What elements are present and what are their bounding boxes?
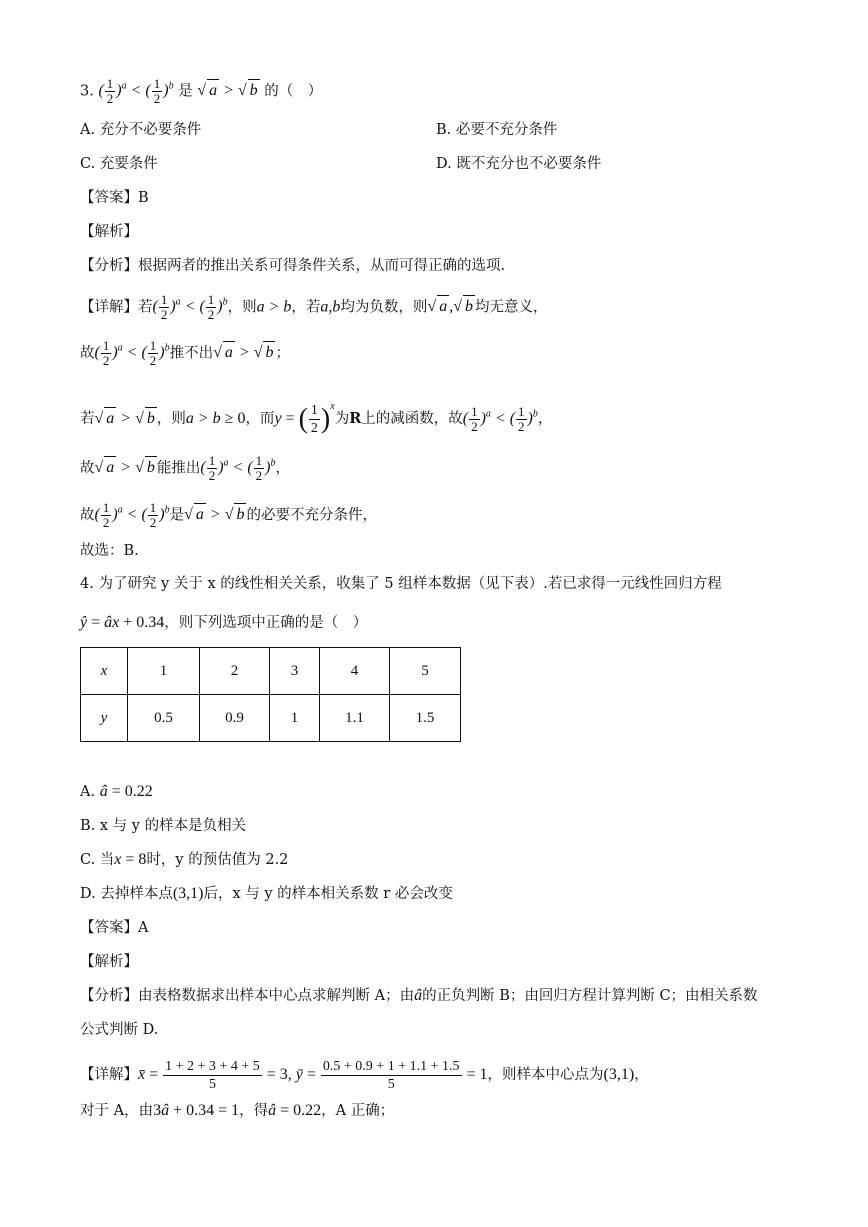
q4-text: 后，x 与 y 的样本相关系数 r 必会改变 bbox=[203, 886, 453, 902]
table-cell: 0.5 bbox=[128, 695, 200, 742]
table-row bbox=[81, 648, 461, 695]
q4-option-b: B. x 与 y 的样本是负相关 bbox=[80, 818, 247, 834]
q4-detail bbox=[80, 1058, 649, 1093]
q3-text: ，则 bbox=[227, 299, 257, 316]
q3-text: R bbox=[349, 410, 362, 427]
q3-text: 若 bbox=[80, 411, 95, 427]
q4-text: 【详解】 bbox=[80, 1067, 138, 1084]
q4-text: 时，y 的预估值为 2.2 bbox=[146, 852, 289, 868]
q3-option-a: A. 充分不必要条件 bbox=[80, 122, 202, 138]
table-cell: 5 bbox=[390, 648, 461, 695]
q3-math: ( $\frac{1}{2}$ )$^a$ < ( $\frac{1}{2}$ )$^b$ bbox=[94, 338, 170, 369]
q4-line2 bbox=[80, 612, 367, 634]
q4-text: ，则下列选项中正确的是（ ） bbox=[164, 615, 368, 631]
q4-fenxi-1 bbox=[80, 985, 758, 1007]
q3-detail-4 bbox=[80, 453, 290, 483]
table-cell: x bbox=[81, 648, 128, 695]
q4-option-d bbox=[80, 883, 453, 905]
table-cell: 4 bbox=[320, 648, 390, 695]
q3-math: a > b bbox=[256, 298, 292, 316]
q3-text: 故 bbox=[80, 345, 95, 362]
q3-analysis-label: 【解析】 bbox=[80, 224, 138, 240]
q4-last-line bbox=[80, 1100, 394, 1122]
q4-fenxi-2: 公式判断 D. bbox=[80, 1022, 159, 1038]
q3-text: ， bbox=[275, 460, 290, 477]
q4-text: ，则样本中心点为 bbox=[487, 1067, 604, 1084]
table-cell: 1 bbox=[270, 695, 320, 742]
q3-detail-2 bbox=[80, 338, 290, 368]
table-cell: 3 bbox=[270, 648, 320, 695]
table-cell: 1.1 bbox=[320, 695, 390, 742]
q4-text: C. 当 bbox=[80, 852, 115, 868]
q3-text: ， bbox=[537, 411, 553, 427]
q4-math: â = 0.22 bbox=[268, 1102, 322, 1119]
q3-text: 上的减函数，故 bbox=[361, 411, 463, 427]
q4-answer: 【答案】A bbox=[80, 920, 149, 936]
q4-math: (3,1) bbox=[603, 1066, 635, 1084]
q3-fenxi: 【分析】根据两者的推出关系可得条件关系，从而可得正确的选项. bbox=[80, 258, 506, 274]
q3-math: √ a > √ b bbox=[213, 344, 275, 361]
table-cell: 1 bbox=[128, 648, 200, 695]
q3-math: √ a > √ b bbox=[95, 410, 157, 427]
q3-sqrt-math: √ a > √ b bbox=[197, 82, 259, 99]
q4-math: â = 0.22 bbox=[99, 783, 153, 800]
q4-text: 【分析】由表格数据求出样本中心点求解判断 A；由 bbox=[80, 988, 415, 1004]
q4-text: ，得 bbox=[239, 1103, 269, 1119]
table-cell: 1.5 bbox=[390, 695, 461, 742]
q4-option-a bbox=[80, 781, 153, 803]
q4-math: x̄ = $\frac{1 + 2 + 3 + 4 + 5}{5}$ = 3, ȳ = $\frac{0.5 + 0.9 + 1 + 1.1 + 1.5}{5}$ = 1 bbox=[138, 1059, 488, 1092]
q3-math: a > b ≥ 0 bbox=[185, 410, 246, 427]
q3-math: √ a ,√ b bbox=[427, 298, 475, 315]
q3-math: √ a > √ b bbox=[95, 459, 157, 476]
q3-text: 均为负数，则 bbox=[340, 299, 428, 316]
q4-analysis-label: 【解析】 bbox=[80, 954, 138, 970]
q3-option-b: B. 必要不充分条件 bbox=[436, 122, 558, 138]
q3-detail-label: 【详解】若 bbox=[80, 299, 153, 316]
q4-text: ， bbox=[634, 1067, 649, 1084]
q4-math: â bbox=[414, 987, 423, 1004]
q4-text: D. 去掉样本点 bbox=[80, 886, 173, 902]
table-cell: 0.9 bbox=[200, 695, 270, 742]
q3-text: 为 bbox=[334, 411, 350, 427]
q3-choose: 故选：B. bbox=[80, 543, 139, 559]
q3-math: ( $\frac{1}{2}$ )$^a$ < ( $\frac{1}{2}$ )$^b$ bbox=[200, 453, 276, 484]
q4-text: ，A 正确； bbox=[321, 1103, 395, 1119]
q4-text: 的正负判断 B；由回归方程计算判断 C；由相关系数 bbox=[422, 988, 758, 1004]
q3-condition-math: ( $\frac{1}{2}$ )$^a$ < ( $\frac{1}{2}$ )$^b$ bbox=[98, 76, 174, 107]
q3-math: ( $\frac{1}{2}$ )$^a$ < ( $\frac{1}{2}$ )$^b$ bbox=[462, 403, 538, 434]
table-row bbox=[81, 695, 461, 742]
q4-math: (3,1) bbox=[172, 885, 204, 902]
q4-math: x = 8 bbox=[114, 851, 147, 868]
q3-text: 均无意义， bbox=[474, 299, 548, 316]
q4-text: A. bbox=[80, 784, 96, 800]
q4-math: ŷ = âx + 0.34 bbox=[80, 614, 165, 631]
q3-text: ，而 bbox=[245, 411, 275, 427]
q3-option-d: D. 既不充分也不必要条件 bbox=[436, 156, 602, 172]
q3-text: 是 bbox=[169, 507, 185, 524]
q3-math: √ a > √ b bbox=[184, 506, 246, 523]
q3-math: y = ( $\frac{1}{2}$ )$^x$ bbox=[274, 401, 335, 436]
table-cell: 2 bbox=[200, 648, 270, 695]
q3-stem bbox=[80, 76, 322, 106]
q3-number: 3. bbox=[80, 83, 94, 100]
q3-answer: 【答案】B bbox=[80, 190, 149, 206]
q3-detail-5 bbox=[80, 500, 377, 530]
q3-text: 故 bbox=[80, 507, 95, 524]
q4-data-table bbox=[80, 647, 461, 742]
q3-math: ( $\frac{1}{2}$ )$^a$ < ( $\frac{1}{2}$ )$^b$ bbox=[94, 500, 170, 531]
table-cell: y bbox=[81, 695, 128, 742]
q3-text: ； bbox=[275, 345, 290, 362]
q3-text: 能推出 bbox=[156, 460, 201, 477]
q3-stem-text: 是 bbox=[178, 83, 193, 100]
q3-stem-end: 的（ ） bbox=[264, 83, 323, 100]
q3-text: 推不出 bbox=[169, 345, 214, 362]
q4-option-c bbox=[80, 849, 288, 871]
q3-math: a,b bbox=[320, 298, 341, 316]
q3-text: 故 bbox=[80, 460, 95, 477]
q3-math: ( $\frac{1}{2}$ )$^a$ < ( $\frac{1}{2}$ )$^b$ bbox=[152, 292, 228, 323]
q4-text: 对于 A，由 bbox=[80, 1103, 154, 1119]
q3-option-c: C. 充要条件 bbox=[80, 156, 158, 172]
q4-line1: 4. 为了研究 y 关于 x 的线性相关关系，收集了 5 组样本数据（见下表）.若已求得一元线性回归方程 bbox=[80, 576, 722, 592]
q3-detail-3 bbox=[80, 396, 552, 437]
q3-text: 的必要不充分条件， bbox=[246, 507, 377, 524]
q3-text: ，则 bbox=[156, 411, 186, 427]
q3-detail-1 bbox=[80, 292, 547, 322]
q4-math: 3â + 0.34 = 1 bbox=[153, 1102, 240, 1119]
q3-text: ，若 bbox=[291, 299, 321, 316]
